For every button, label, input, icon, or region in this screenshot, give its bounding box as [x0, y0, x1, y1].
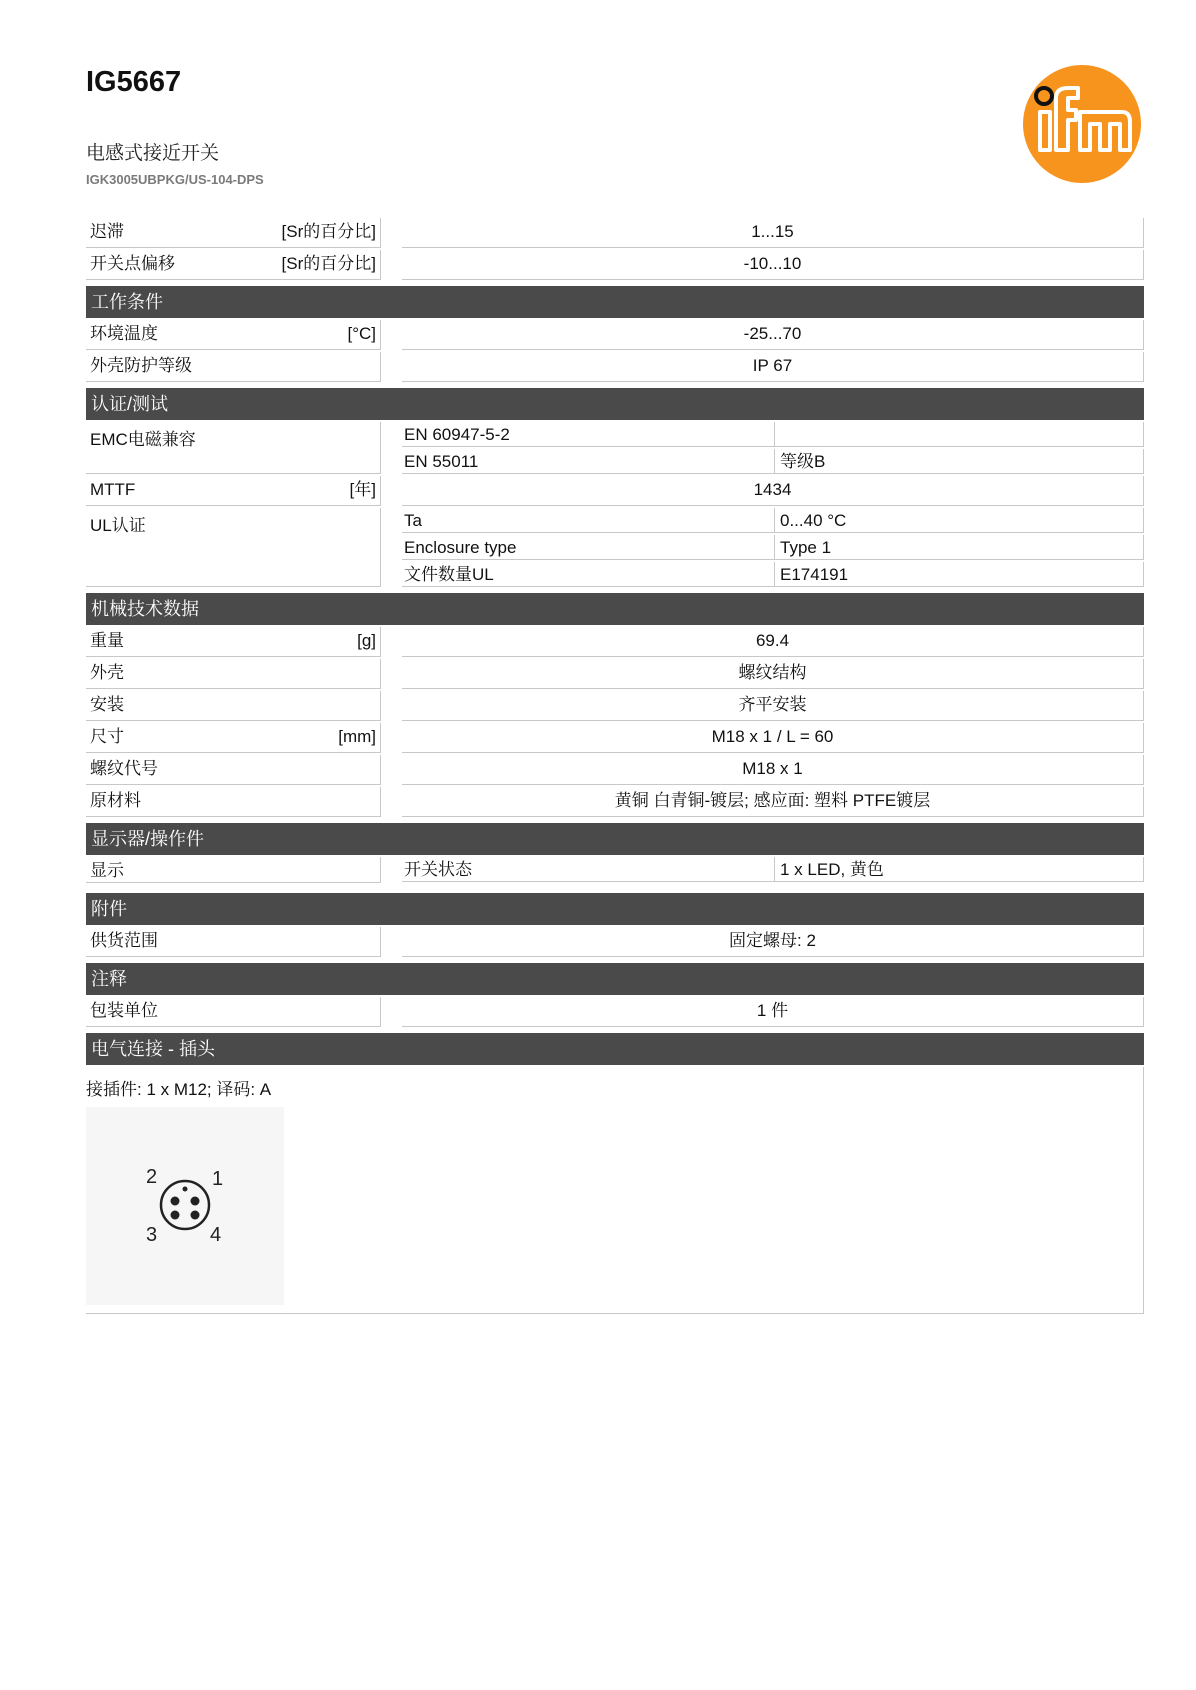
- row-display: [86, 857, 1144, 889]
- connector-pinout-diagram: [86, 1107, 284, 1305]
- row-mttf: [86, 476, 1144, 508]
- label-scope-of-supply: 供货范围: [90, 931, 158, 950]
- label-display: 显示: [90, 861, 124, 880]
- unit-dimensions: [mm]: [338, 727, 376, 746]
- unit-weight: [g]: [357, 631, 376, 650]
- section-display: 显示器/操作件: [86, 823, 1144, 855]
- row-protection-rating: [86, 352, 1144, 384]
- row-switch-point-drift: [86, 250, 1144, 282]
- row-hysteresis: [86, 218, 1144, 250]
- unit-hysteresis: [Sr的百分比]: [281, 222, 376, 241]
- emc-class-2: 等级B: [775, 449, 1144, 474]
- row-emc: [86, 422, 1144, 476]
- value-scope-of-supply: 固定螺母: 2: [402, 927, 1144, 957]
- pin-label-3: 3: [146, 1224, 158, 1246]
- unit-switch-point-drift: [Sr的百分比]: [281, 254, 376, 273]
- section-electrical-connection: 电气连接 - 插头: [86, 1033, 1144, 1065]
- value-thread: M18 x 1: [402, 755, 1144, 785]
- ul-value-file: E174191: [775, 562, 1144, 587]
- row-ambient-temperature: [86, 320, 1144, 352]
- ul-value-ta: 0...40 °C: [775, 508, 1144, 533]
- row-weight: [86, 627, 1144, 659]
- emc-standard-1: EN 60947-5-2: [402, 422, 775, 447]
- row-housing: [86, 659, 1144, 691]
- section-accessories: 附件: [86, 893, 1144, 925]
- label-ul: UL认证: [90, 516, 146, 535]
- section-mechanical-data: 机械技术数据: [86, 593, 1144, 625]
- section-approvals: 认证/测试: [86, 388, 1144, 420]
- display-led: 1 x LED, 黄色: [775, 857, 1144, 882]
- label-switch-point-drift: 开关点偏移: [90, 254, 175, 273]
- value-packaging-unit: 1 件: [402, 997, 1144, 1027]
- emc-class-1: [775, 422, 1144, 447]
- label-materials: 原材料: [90, 791, 141, 810]
- value-materials: 黄铜 白青铜-镀层; 感应面: 塑料 PTFE镀层: [402, 787, 1144, 817]
- label-packaging-unit: 包装单位: [90, 1001, 158, 1020]
- row-materials: [86, 787, 1144, 819]
- emc-standard-2: EN 55011: [402, 449, 775, 474]
- value-weight: 69.4: [402, 627, 1144, 657]
- label-housing: 外壳: [90, 663, 124, 682]
- label-weight: 重量: [90, 631, 124, 650]
- datasheet-table: [86, 218, 1144, 1314]
- row-mounting: [86, 691, 1144, 723]
- label-dimensions: 尺寸: [90, 727, 124, 746]
- value-housing: 螺纹结构: [402, 659, 1144, 689]
- section-notes: 注释: [86, 963, 1144, 995]
- value-protection-rating: IP 67: [402, 352, 1144, 382]
- ifm-logo: [1022, 64, 1142, 184]
- label-mttf: MTTF: [90, 480, 136, 499]
- product-subtitle: 电感式接近开关: [86, 143, 220, 164]
- unit-ambient-temperature: [°C]: [347, 324, 376, 343]
- ul-value-enclosure: Type 1: [775, 535, 1144, 560]
- product-code: IGK3005UBPKG/US-104-DPS: [86, 172, 264, 187]
- value-mounting: 齐平安装: [402, 691, 1144, 721]
- section-operating-conditions: 工作条件: [86, 286, 1144, 318]
- ul-key-ta: Ta: [402, 508, 775, 533]
- value-mttf: 1434: [402, 476, 1144, 506]
- label-mounting: 安装: [90, 695, 124, 714]
- value-ambient-temperature: -25...70: [402, 320, 1144, 350]
- label-thread: 螺纹代号: [90, 759, 158, 778]
- row-ul: [86, 508, 1144, 589]
- unit-mttf: [年]: [349, 480, 376, 499]
- pin-label-1: 1: [212, 1168, 224, 1190]
- display-function: 开关状态: [402, 857, 775, 882]
- label-protection-rating: 外壳防护等级: [90, 356, 192, 375]
- row-scope-of-supply: [86, 927, 1144, 959]
- label-ambient-temperature: 环境温度: [90, 324, 158, 343]
- product-title: IG5667: [86, 66, 182, 98]
- value-dimensions: M18 x 1 / L = 60: [402, 723, 1144, 753]
- label-hysteresis: 迟滞: [90, 222, 124, 241]
- pin-label-4: 4: [210, 1224, 222, 1246]
- ul-key-file: 文件数量UL: [402, 562, 775, 587]
- connector-description: 接插件: 1 x M12; 译码: A: [86, 1080, 272, 1099]
- row-thread: [86, 755, 1144, 787]
- label-emc: EMC电磁兼容: [90, 430, 196, 449]
- pin-label-2: 2: [146, 1166, 158, 1188]
- ul-key-enclosure: Enclosure type: [402, 535, 775, 560]
- row-packaging-unit: [86, 997, 1144, 1029]
- connection-box: [86, 1067, 1144, 1314]
- row-dimensions: [86, 723, 1144, 755]
- value-switch-point-drift: -10...10: [402, 250, 1144, 280]
- value-hysteresis: 1...15: [402, 218, 1144, 248]
